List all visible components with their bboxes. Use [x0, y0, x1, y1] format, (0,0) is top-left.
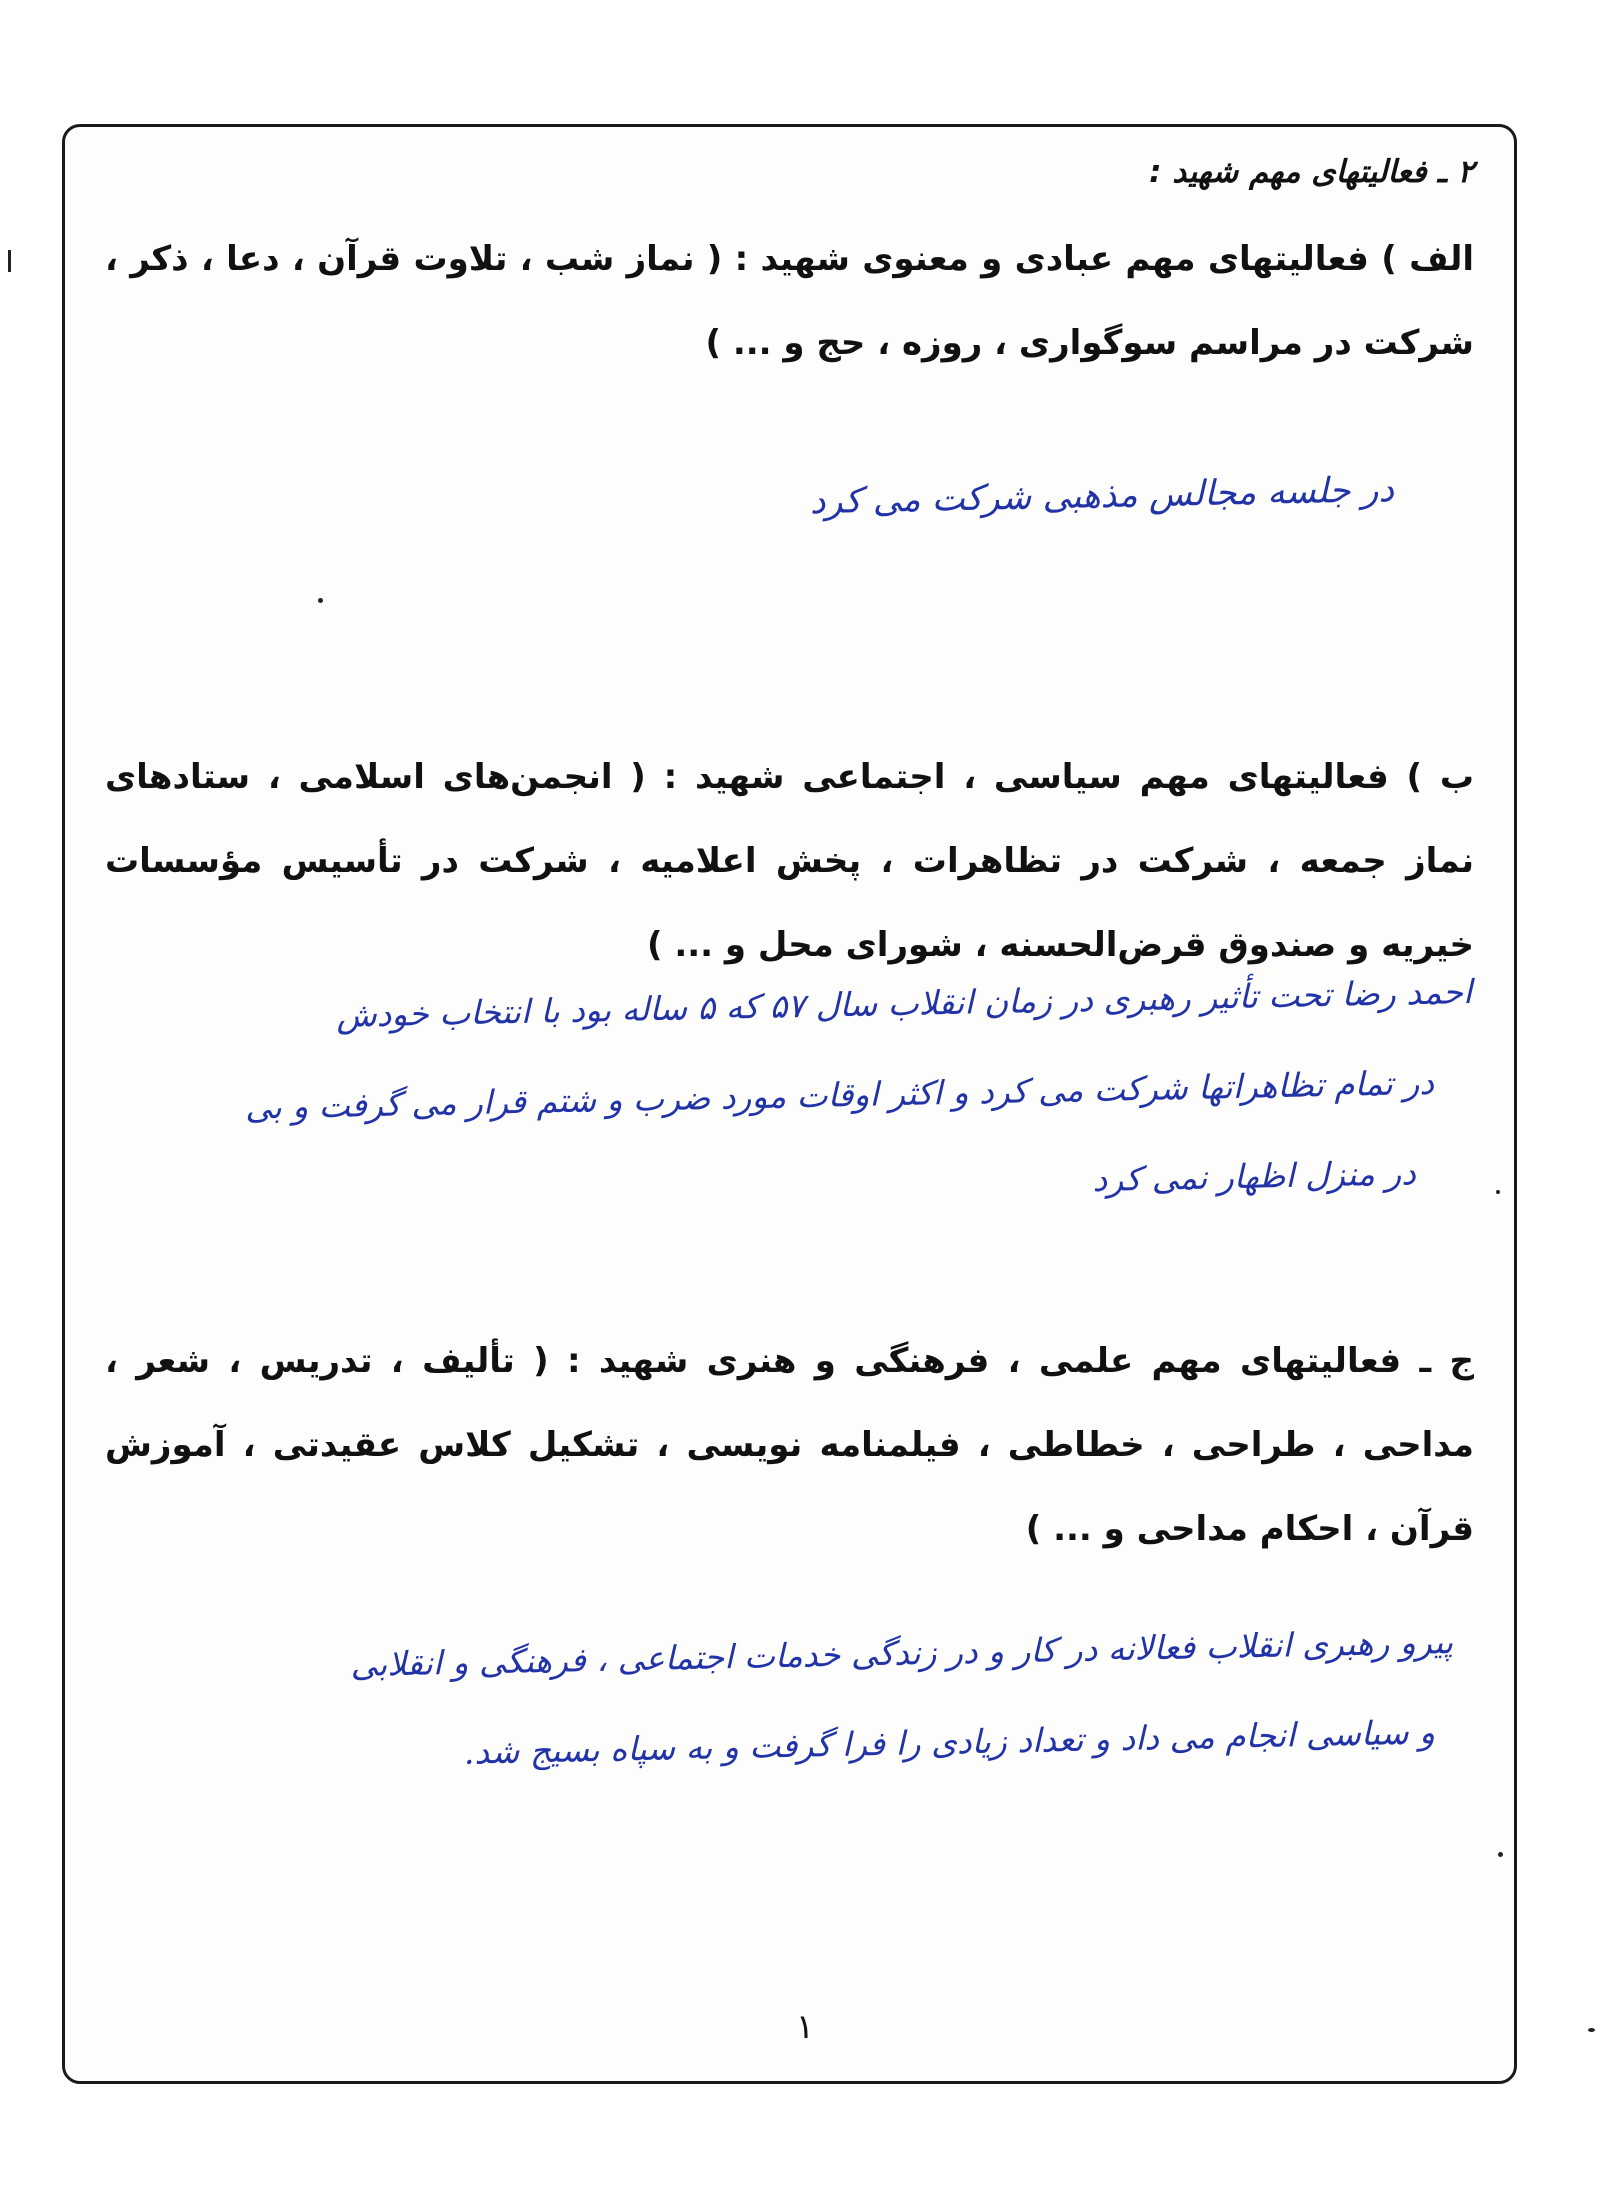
ink-speck — [1498, 1852, 1503, 1857]
handwritten-line: پیرو رهبری انقلاب فعالانه در کار و در زندگی خدمات اجتماعی ، فرهنگی و انقلابی — [350, 1622, 1454, 1685]
handwritten-answer-b — [122, 947, 1476, 1245]
handwritten-line: در جلسه مجالس مذهبی شرکت می کرد — [809, 470, 1395, 523]
printed-section-b: ب ) فعالیتهای مهم سیاسی ، اجتماعی شهید : ( انجمن‌های اسلامی ، ستادهای نماز جمعه ، شرکت در تظاهرات ، پخش اعلامیه ، شرکت در تأسیس مؤسسات خیریه و صندوق قرض‌الحسنه ، شورای محل و ... ) — [105, 757, 1474, 965]
printed-section-a: الف ) فعالیتهای مهم عبادی و معنوی شهید : ( نماز شب ، تلاوت قرآن ، دعا ، ذکر ، شرکت در مراسم سوگواری ، روزه ، حج و ... ) — [105, 239, 1474, 363]
ink-speck — [318, 598, 323, 603]
ink-speck — [1496, 1190, 1500, 1194]
handwritten-answer-c — [103, 1597, 1455, 1805]
ink-speck — [1588, 2028, 1595, 2032]
page-frame — [62, 124, 1517, 2084]
handwritten-line: و سیاسی انجام می داد و تعداد زیادی را فرا گرفت و به سپاه بسیج شد. — [463, 1712, 1436, 1772]
section-heading: ۲ ـ فعالیتهای مهم شهید : — [1149, 154, 1474, 190]
page-number: ۱ — [795, 2007, 815, 2047]
margin-mark — [8, 250, 11, 272]
handwritten-line: احمد رضا تحت تأثیر رهبری در زمان انقلاب سال ۵۷ که ۵ ساله بود با انتخاب خودش — [335, 972, 1473, 1035]
handwritten-answer-a — [493, 445, 1395, 554]
handwritten-line: در منزل اظهار نمی کرد — [1092, 1153, 1417, 1200]
handwritten-line: در تمام تظاهراتها شرکت می کرد و اکثر اوقات مورد ضرب و شتم قرار می گرفت و بی — [244, 1062, 1435, 1127]
printed-section-c: ج ـ فعالیتهای مهم علمی ، فرهنگی و هنری شهید : ( تألیف ، تدریس ، شعر ، مداحی ، طراحی ، خطاطی ، فیلمنامه نویسی ، تشکیل کلاس عقیدتی ، آموزش قرآن ، احکام مداحی و ... ) — [105, 1341, 1474, 1549]
